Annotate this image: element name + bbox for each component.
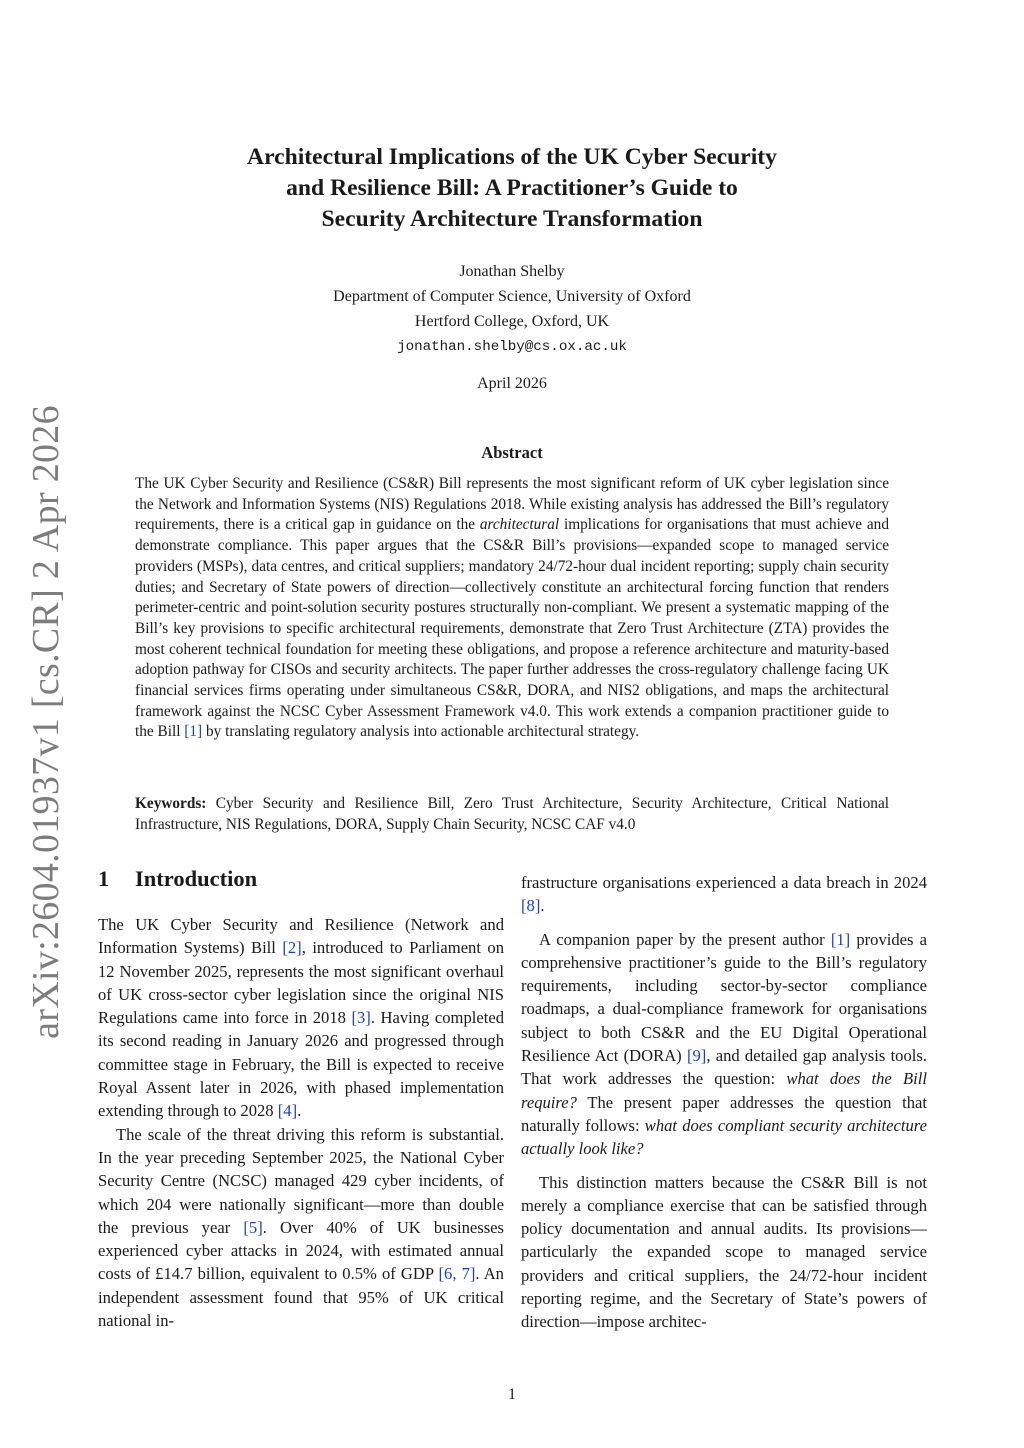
paragraph [98, 913, 504, 1123]
author-email[interactable]: jonathan.shelby@cs.ox.ac.uk [397, 339, 627, 355]
abstract-body [135, 474, 889, 743]
citation-link[interactable]: [6, 7] [438, 1264, 476, 1284]
section-title: Introduction [135, 866, 258, 891]
abstract-heading: Abstract [481, 443, 543, 462]
text-run: frastructure organisations experienced a data breach in 2024 [521, 873, 927, 892]
arxiv-identifier-stamp: arXiv:2604.01937v1 [cs.CR] 2 Apr 2026 [25, 405, 67, 1039]
paper-date: April 2026 [477, 375, 547, 392]
section-number: 1 [98, 866, 110, 891]
emphasis: what does compliant security architecture actually look like? [521, 1115, 927, 1159]
title-line-2: and Resilience Bill: A Practitioner’s Guide to [286, 175, 738, 201]
abstract-text-c: by translating regulatory analysis into actionable architectural strategy. [202, 723, 640, 741]
paragraph [98, 1123, 504, 1333]
paragraph: This distinction matters because the CS&R Bill is not merely a compliance exercise that can be satisfied through policy documentation and annual audits. Its provisions—particularly the expanded scope to managed service providers and critical suppliers, the 24/72-hour incident reporting regime, and the Secretary of State’s powers of direction—impose architec- [521, 1172, 927, 1332]
right-column [521, 871, 927, 1334]
text-run: The scale of the threat driving this reform is substantial. In the year preceding September 2025, the National Cyber Security Centre (NCSC) managed 429 cyber incidents, of which 204 were nationally significant—more than double the previous year [98, 1124, 504, 1237]
section-heading [98, 866, 257, 892]
text-run: A companion paper by the present author [539, 929, 831, 949]
citation-link[interactable]: [8] [521, 896, 541, 916]
paper-title [180, 142, 844, 235]
author-name: Jonathan Shelby [459, 263, 565, 280]
abstract-text-a: The UK Cyber Security and Resilience (CS&R) Bill represents the most significant reform of UK cyber legislation since the Network and Information Systems (NIS) Regulations 2018. While existing analysis has addressed the Bill’s regulatory requirements, there is a critical gap in guidance on the [135, 475, 889, 534]
text-run: The UK Cyber Security and Resilience (Network and Information Systems) Bill [98, 915, 504, 958]
abstract-text-b: implications for organisations that must achieve and demonstrate compliance. This paper argues that the CS&R Bill’s provisions—expanded scope to managed service providers (MSPs), data centres, and critical suppliers; mandatory 24/72-hour dual incident reporting; supply chain security duties; and Secretary of State powers of direction—collectively constitute an architectural forcing function that renders perimeter-centric and point-solution security postures structurally non-compliant. We present a systematic mapping of the Bill’s key provisions to specific architectural requirements, demonstrate that Zero Trust Architecture (ZTA) provides the most coherent technical foundation for meeting these obligations, and propose a reference architecture and maturity-based adoption pathway for CISOs and security architects. The paper further addresses the cross-regulatory challenge facing UK financial services firms operating under simultaneous CS&R, DORA, and NIS2 obligations, and maps the architectural framework against the NCSC Cyber Assessment Framework v4.0. This work extends a companion practitioner guide to the Bill [135, 516, 889, 741]
title-line-3: Security Architecture Transformation [321, 206, 703, 232]
text-run: . An independent assessment found that 95% of UK critical national in- [98, 1264, 504, 1331]
page-number: 1 [508, 1386, 516, 1403]
citation-link[interactable]: [3] [351, 1008, 371, 1028]
keywords-text: Cyber Security and Resilience Bill, Zero Trust Architecture, Security Architecture, Critical National Infrastructure, NIS Regulations, DORA, Supply Chain Security, NCSC CAF v4.0 [135, 795, 889, 833]
text-run: , and detailed gap analysis tools. That work addresses the question: [521, 1046, 927, 1089]
citation-link[interactable]: [5] [243, 1217, 263, 1237]
keywords-label: Keywords: [135, 795, 207, 812]
citation-link[interactable]: [1] [830, 929, 851, 949]
author-college: Hertford College, Oxford, UK [414, 313, 610, 330]
text-run: . Having completed its second reading in January 2026 and progressed through committee stage in February, the Bill is expected to receive Royal Assent later in 2026, with phased implementation extending through to 2028 [98, 1008, 504, 1121]
text-run: . [297, 1101, 302, 1121]
title-line-1: Architectural Implications of the UK Cyber Security [247, 144, 777, 170]
text-run: provides a comprehensive practitioner’s guide to the Bill’s regulatory requirements, including sector-by-sector compliance roadmaps, a dual-compliance framework for organisations subject to both CS&R and the EU Digital Operational Resilience Act (DORA) [521, 929, 927, 1066]
citation-link[interactable]: [9] [686, 1046, 707, 1066]
keywords [135, 794, 889, 835]
text-run: , introduced to Parliament on 12 November 2025, represents the most significant overhaul of UK cross-sector cyber legislation since the original NIS Regulations came into force in 2018 [98, 938, 505, 1028]
paragraph [521, 928, 927, 1161]
abstract-emphasis: architectural [479, 516, 560, 534]
text-run: . Over 40% of UK businesses experienced cyber attacks in 2024, with estimated annual costs of £14.7 billion, equivalent to 0.5% of GDP [98, 1217, 504, 1284]
text-run: The present paper addresses the question that naturally follows: [521, 1092, 927, 1135]
citation-link[interactable]: [2] [282, 938, 302, 958]
citation-link[interactable]: [4] [277, 1101, 298, 1121]
emphasis: what does the Bill require? [521, 1069, 927, 1112]
text-run: . [540, 896, 545, 916]
author-department: Department of Computer Science, University of Oxford [333, 288, 691, 305]
paragraph [521, 871, 927, 918]
abstract-citation-link[interactable]: [1] [184, 723, 203, 741]
left-column [98, 913, 504, 1332]
